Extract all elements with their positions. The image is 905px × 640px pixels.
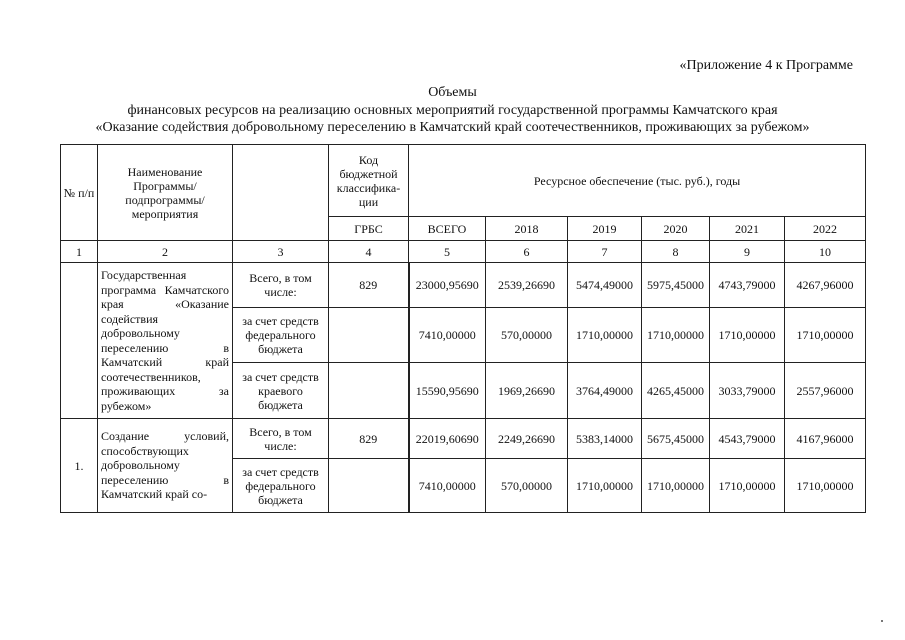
header-total: ВСЕГО <box>409 217 486 241</box>
grbs-code: 829 <box>329 263 409 308</box>
grbs-code <box>329 459 409 513</box>
value-2019: 5383,14000 <box>568 419 642 459</box>
funding-type: за счет средств федерального бюджета <box>233 459 329 513</box>
table-row <box>61 263 866 308</box>
grbs-code <box>329 308 409 363</box>
col-number: 6 <box>486 241 568 263</box>
program-name: Государственная программа Камчатского края «Оказание содействия добровольному переселению в Камчатский край соотечественников, проживающих за рубежом» <box>98 263 233 419</box>
col-number: 1 <box>61 241 98 263</box>
value-total: 7410,00000 <box>409 459 486 513</box>
value-2018: 1969,26690 <box>486 363 568 419</box>
value-2020: 5975,45000 <box>642 263 710 308</box>
heading-line-1: Объемы <box>428 85 477 100</box>
col-number: 2 <box>98 241 233 263</box>
header-code: Код бюджетной классифика-ции <box>329 145 409 217</box>
value-2022: 4267,96000 <box>785 263 866 308</box>
value-2022: 2557,96000 <box>785 363 866 419</box>
document-heading <box>0 84 905 137</box>
value-2018: 570,00000 <box>486 459 568 513</box>
value-2018: 2249,26690 <box>486 419 568 459</box>
value-2019: 5474,49000 <box>568 263 642 308</box>
header-name: Наименование Программы/ подпрограммы/ мероприятия <box>98 145 233 241</box>
heading-line-3: «Оказание содействия добровольному переселению в Камчатский край соотечественников, проживающих за рубежом» <box>95 120 810 135</box>
funding-type: за счет средств федерального бюджета <box>233 308 329 363</box>
value-2022: 1710,00000 <box>785 308 866 363</box>
col-number: 4 <box>329 241 409 263</box>
value-2021: 1710,00000 <box>710 308 785 363</box>
col-number: 3 <box>233 241 329 263</box>
value-2019: 3764,49000 <box>568 363 642 419</box>
value-2021: 1710,00000 <box>710 459 785 513</box>
grbs-code: 829 <box>329 419 409 459</box>
row-number <box>61 263 98 419</box>
header-2021: 2021 <box>710 217 785 241</box>
col-number: 8 <box>642 241 710 263</box>
header-blank <box>233 145 329 241</box>
table-row <box>61 419 866 459</box>
value-2021: 3033,79000 <box>710 363 785 419</box>
header-2022: 2022 <box>785 217 866 241</box>
funding-type: Всего, в том числе: <box>233 419 329 459</box>
col-number: 9 <box>710 241 785 263</box>
col-number: 5 <box>409 241 486 263</box>
header-row <box>61 145 866 217</box>
value-total: 23000,95690 <box>409 263 486 308</box>
value-2018: 2539,26690 <box>486 263 568 308</box>
value-2020: 5675,45000 <box>642 419 710 459</box>
column-numbers-row <box>61 241 866 263</box>
value-2022: 4167,96000 <box>785 419 866 459</box>
value-2020: 1710,00000 <box>642 308 710 363</box>
value-2019: 1710,00000 <box>568 308 642 363</box>
value-total: 22019,60690 <box>409 419 486 459</box>
financing-table <box>60 144 866 513</box>
funding-type: за счет средств краевого бюджета <box>233 363 329 419</box>
value-total: 7410,00000 <box>409 308 486 363</box>
funding-type: Всего, в том числе: <box>233 263 329 308</box>
header-resources: Ресурсное обеспечение (тыс. руб.), годы <box>409 145 866 217</box>
value-2022: 1710,00000 <box>785 459 866 513</box>
grbs-code <box>329 363 409 419</box>
row-number: 1. <box>61 419 98 513</box>
value-2018: 570,00000 <box>486 308 568 363</box>
header-num: № п/п <box>61 145 98 241</box>
value-2020: 1710,00000 <box>642 459 710 513</box>
col-number: 7 <box>568 241 642 263</box>
header-2019: 2019 <box>568 217 642 241</box>
value-2021: 4743,79000 <box>710 263 785 308</box>
heading-line-2: финансовых ресурсов на реализацию основных мероприятий государственной программы Камчатского края <box>127 102 778 118</box>
scan-dot <box>881 620 883 622</box>
appendix-label: «Приложение 4 к Программе <box>679 58 853 73</box>
value-2021: 4543,79000 <box>710 419 785 459</box>
header-2018: 2018 <box>486 217 568 241</box>
header-2020: 2020 <box>642 217 710 241</box>
col-number: 10 <box>785 241 866 263</box>
value-total: 15590,95690 <box>409 363 486 419</box>
activity-name: Создание условий, способствующих добровольному переселению в Камчатский край со- <box>98 419 233 513</box>
value-2020: 4265,45000 <box>642 363 710 419</box>
value-2019: 1710,00000 <box>568 459 642 513</box>
header-grbs: ГРБС <box>329 217 409 241</box>
